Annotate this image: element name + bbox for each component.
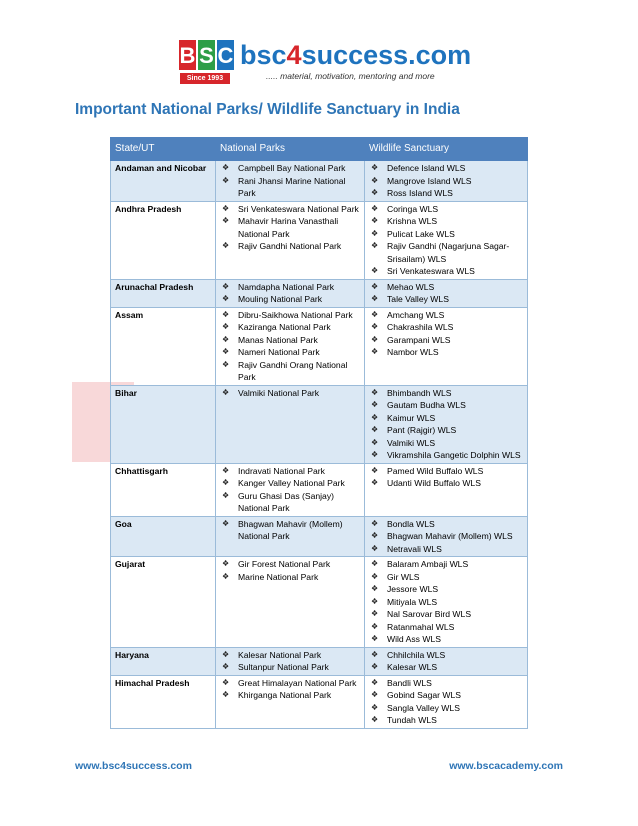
list-item: ❖ Kalesar WLS bbox=[369, 661, 523, 674]
list-item: ❖ Kanger Valley National Park bbox=[220, 477, 360, 490]
bullet-list bbox=[369, 518, 523, 556]
table-row bbox=[111, 279, 528, 307]
list-item: ❖ Kaziranga National Park bbox=[220, 321, 360, 334]
list-item: ❖ Pamed Wild Buffalo WLS bbox=[369, 465, 523, 478]
wildlife-sanctuary-cell bbox=[365, 279, 528, 307]
list-item: ❖ Manas National Park bbox=[220, 334, 360, 347]
list-item: ❖ Bandli WLS bbox=[369, 677, 523, 690]
since-badge: Since 1993 bbox=[180, 73, 230, 84]
state-cell: Arunachal Pradesh bbox=[111, 279, 216, 307]
bullet-list bbox=[369, 677, 523, 727]
table-row bbox=[111, 647, 528, 675]
state-cell: Goa bbox=[111, 516, 216, 557]
brand-name: bsc4success.com bbox=[240, 40, 472, 70]
wildlife-sanctuary-cell bbox=[365, 516, 528, 557]
list-item: ❖ Bhagwan Mahavir (Mollem) National Park bbox=[220, 518, 360, 543]
national-parks-cell bbox=[216, 279, 365, 307]
list-item: ❖ Campbell Bay National Park bbox=[220, 162, 360, 175]
list-item: ❖ Vikramshila Gangetic Dolphin WLS bbox=[369, 449, 523, 462]
table-body bbox=[111, 161, 528, 729]
bullet-list bbox=[220, 558, 360, 583]
bullet-list bbox=[220, 387, 360, 400]
list-item: ❖ Mangrove Island WLS bbox=[369, 175, 523, 188]
header-wildlife-sanctuary: Wildlife Sanctuary bbox=[365, 138, 528, 161]
list-item: ❖ Bhimbandh WLS bbox=[369, 387, 523, 400]
list-item: ❖ Guru Ghasi Das (Sanjay) National Park bbox=[220, 490, 360, 515]
state-cell: Assam bbox=[111, 307, 216, 385]
wildlife-sanctuary-cell bbox=[365, 161, 528, 202]
table-row bbox=[111, 675, 528, 728]
list-item: ❖ Udanti Wild Buffalo WLS bbox=[369, 477, 523, 490]
list-item: ❖ Defence Island WLS bbox=[369, 162, 523, 175]
bullet-list bbox=[369, 558, 523, 646]
list-item: ❖ Dibru-Saikhowa National Park bbox=[220, 309, 360, 322]
state-cell: Chhattisgarh bbox=[111, 463, 216, 516]
national-parks-cell bbox=[216, 463, 365, 516]
bullet-list bbox=[220, 309, 360, 384]
table-row bbox=[111, 161, 528, 202]
list-item: ❖ Gir WLS bbox=[369, 571, 523, 584]
header-state: State/UT bbox=[111, 138, 216, 161]
list-item: ❖ Great Himalayan National Park bbox=[220, 677, 360, 690]
list-item: ❖ Amchang WLS bbox=[369, 309, 523, 322]
list-item: ❖ Rajiv Gandhi National Park bbox=[220, 240, 360, 253]
list-item: ❖ Gautam Budha WLS bbox=[369, 399, 523, 412]
national-parks-cell bbox=[216, 385, 365, 463]
list-item: ❖ Kaimur WLS bbox=[369, 412, 523, 425]
state-cell: Gujarat bbox=[111, 557, 216, 648]
wildlife-sanctuary-cell bbox=[365, 647, 528, 675]
brand-tagline: ..... material, motivation, mentoring and more bbox=[266, 71, 435, 81]
list-item: ❖ Sri Venkateswara WLS bbox=[369, 265, 523, 278]
wildlife-sanctuary-cell bbox=[365, 557, 528, 648]
list-item: ❖ Garampani WLS bbox=[369, 334, 523, 347]
table-header-row bbox=[111, 138, 528, 161]
bullet-list bbox=[220, 677, 360, 702]
national-parks-cell bbox=[216, 516, 365, 557]
bullet-list bbox=[220, 281, 360, 306]
list-item: ❖ Bondla WLS bbox=[369, 518, 523, 531]
state-cell: Haryana bbox=[111, 647, 216, 675]
footer-link-bsc4success[interactable]: www.bsc4success.com bbox=[75, 760, 192, 772]
list-item: ❖ Nameri National Park bbox=[220, 346, 360, 359]
bullet-list bbox=[220, 203, 360, 253]
national-parks-cell bbox=[216, 161, 365, 202]
table-row bbox=[111, 385, 528, 463]
list-item: ❖ Nal Sarovar Bird WLS bbox=[369, 608, 523, 621]
list-item: ❖ Mehao WLS bbox=[369, 281, 523, 294]
table-row bbox=[111, 307, 528, 385]
list-item: ❖ Tundah WLS bbox=[369, 714, 523, 727]
list-item: ❖ Gir Forest National Park bbox=[220, 558, 360, 571]
list-item: ❖ Nambor WLS bbox=[369, 346, 523, 359]
list-item: ❖ Netravali WLS bbox=[369, 543, 523, 556]
list-item: ❖ Chakrashila WLS bbox=[369, 321, 523, 334]
list-item: ❖ Pant (Rajgir) WLS bbox=[369, 424, 523, 437]
svg-text:S: S bbox=[199, 43, 214, 68]
wildlife-sanctuary-cell bbox=[365, 463, 528, 516]
svg-text:C: C bbox=[217, 43, 234, 68]
bullet-list bbox=[220, 162, 360, 200]
svg-text:B: B bbox=[179, 43, 196, 68]
list-item: ❖ Ratanmahal WLS bbox=[369, 621, 523, 634]
list-item: ❖ Rani Jhansi Marine National Park bbox=[220, 175, 360, 200]
list-item: ❖ Sri Venkateswara National Park bbox=[220, 203, 360, 216]
list-item: ❖ Khirganga National Park bbox=[220, 689, 360, 702]
list-item: ❖ Sangla Valley WLS bbox=[369, 702, 523, 715]
brand-logo bbox=[178, 38, 478, 86]
list-item: ❖ Rajiv Gandhi Orang National Park bbox=[220, 359, 360, 384]
state-cell: Himachal Pradesh bbox=[111, 675, 216, 728]
bullet-list bbox=[220, 518, 360, 543]
list-item: ❖ Valmiki WLS bbox=[369, 437, 523, 450]
footer-link-bscacademy[interactable]: www.bscacademy.com bbox=[449, 760, 563, 772]
bullet-list bbox=[369, 309, 523, 359]
national-parks-cell bbox=[216, 675, 365, 728]
bullet-list bbox=[369, 162, 523, 200]
state-cell: Bihar bbox=[111, 385, 216, 463]
state-cell: Andhra Pradesh bbox=[111, 201, 216, 279]
wildlife-sanctuary-cell bbox=[365, 201, 528, 279]
bullet-list bbox=[369, 281, 523, 306]
bullet-list bbox=[369, 649, 523, 674]
list-item: ❖ Mahavir Harina Vanasthali National Park bbox=[220, 215, 360, 240]
list-item: ❖ Rajiv Gandhi (Nagarjuna Sagar-Srisailam) WLS bbox=[369, 240, 523, 265]
header-national-parks: National Parks bbox=[216, 138, 365, 161]
table-row bbox=[111, 463, 528, 516]
bullet-list bbox=[220, 649, 360, 674]
list-item: ❖ Sultanpur National Park bbox=[220, 661, 360, 674]
wildlife-sanctuary-cell bbox=[365, 675, 528, 728]
bullet-list bbox=[369, 387, 523, 462]
list-item: ❖ Chhilchila WLS bbox=[369, 649, 523, 662]
list-item: ❖ Wild Ass WLS bbox=[369, 633, 523, 646]
national-parks-cell bbox=[216, 201, 365, 279]
table-row bbox=[111, 516, 528, 557]
bullet-list bbox=[369, 465, 523, 490]
parks-table bbox=[110, 137, 528, 729]
table-row bbox=[111, 201, 528, 279]
national-parks-cell bbox=[216, 647, 365, 675]
list-item: ❖ Gobind Sagar WLS bbox=[369, 689, 523, 702]
bullet-list bbox=[369, 203, 523, 278]
list-item: ❖ Krishna WLS bbox=[369, 215, 523, 228]
bullet-list bbox=[220, 465, 360, 515]
wildlife-sanctuary-cell bbox=[365, 385, 528, 463]
list-item: ❖ Pulicat Lake WLS bbox=[369, 228, 523, 241]
list-item: ❖ Ross Island WLS bbox=[369, 187, 523, 200]
list-item: ❖ Indravati National Park bbox=[220, 465, 360, 478]
list-item: ❖ Jessore WLS bbox=[369, 583, 523, 596]
state-cell: Andaman and Nicobar bbox=[111, 161, 216, 202]
table-row bbox=[111, 557, 528, 648]
page-title: Important National Parks/ Wildlife Sanctuary in India bbox=[75, 101, 460, 118]
list-item: ❖ Balaram Ambaji WLS bbox=[369, 558, 523, 571]
list-item: ❖ Valmiki National Park bbox=[220, 387, 360, 400]
list-item: ❖ Kalesar National Park bbox=[220, 649, 360, 662]
list-item: ❖ Marine National Park bbox=[220, 571, 360, 584]
list-item: ❖ Namdapha National Park bbox=[220, 281, 360, 294]
national-parks-cell bbox=[216, 557, 365, 648]
list-item: ❖ Coringa WLS bbox=[369, 203, 523, 216]
list-item: ❖ Mitiyala WLS bbox=[369, 596, 523, 609]
list-item: ❖ Mouling National Park bbox=[220, 293, 360, 306]
national-parks-cell bbox=[216, 307, 365, 385]
list-item: ❖ Bhagwan Mahavir (Mollem) WLS bbox=[369, 530, 523, 543]
wildlife-sanctuary-cell bbox=[365, 307, 528, 385]
list-item: ❖ Tale Valley WLS bbox=[369, 293, 523, 306]
